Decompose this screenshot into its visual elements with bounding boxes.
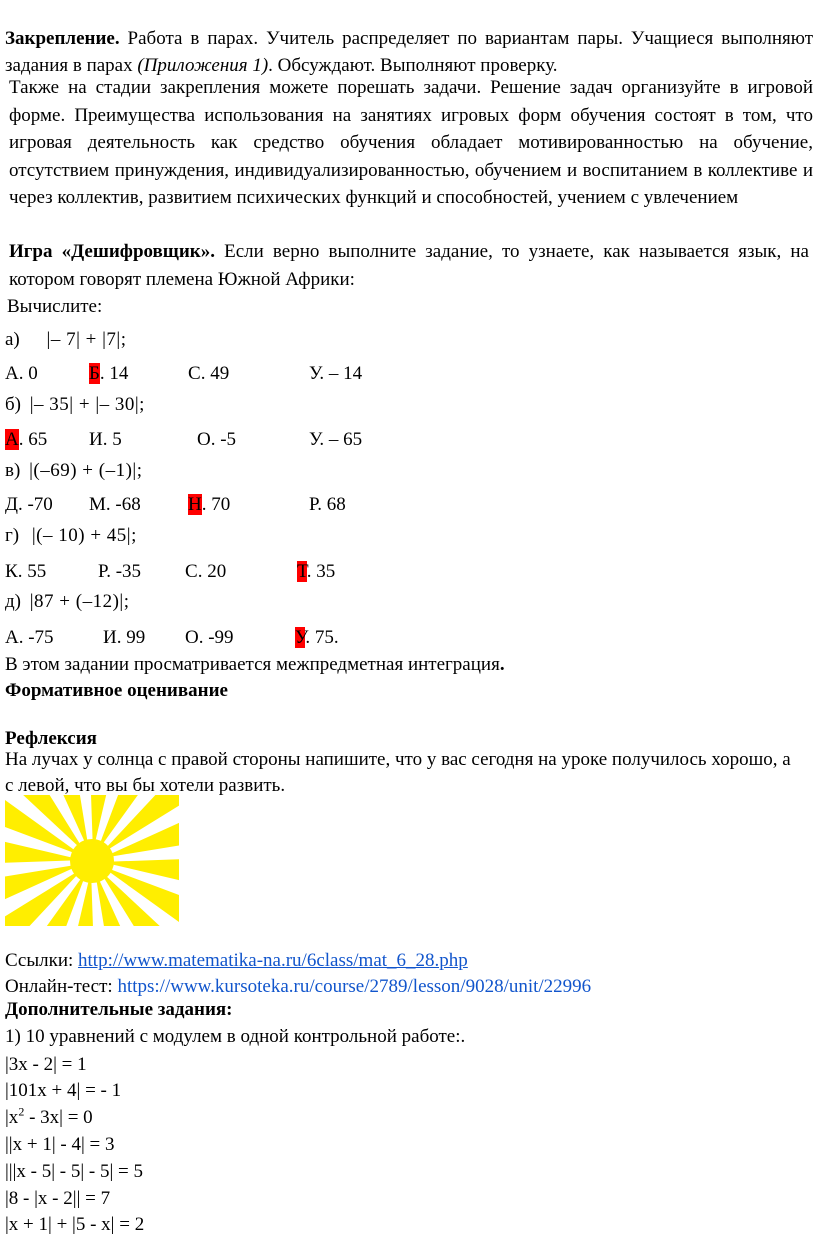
reflection-heading: Рефлексия xyxy=(5,728,97,749)
equation-6: |8 - |x - 2|| = 7 xyxy=(5,1188,111,1209)
answer-option: У. – 65 xyxy=(309,429,363,450)
sun-core xyxy=(70,839,114,883)
consolidation-heading: Закрепление. xyxy=(5,28,120,49)
task-b-label: б) xyxy=(5,394,21,415)
task-a-label: а) xyxy=(5,329,20,350)
consolidation-text: Работа в парах. Учитель распределяет по вариантам пары. Учащиеся выполняют задания в парах xyxy=(5,28,813,76)
equation-4: ||x + 1| - 4| = 3 xyxy=(5,1134,115,1155)
game-forms-paragraph: Также на стадии закрепления можете порешать задачи. Решение задач организуйте в игровой форме. Преимущества использования на занятиях игровых форм обучения состоят в том, что игровая деятельность как средство обучения обладает мотивированностью на обучение, отсутствием принуждения, индивидуализированностью, обучением и воспитанием в коллективе и через коллектив, развитием психических функций и способностей, учением с увлечением xyxy=(9,77,813,208)
game-paragraph xyxy=(9,238,809,294)
formative-assessment-heading: Формативное оценивание xyxy=(5,680,228,701)
equation-5: |||x - 5| - 5| - 5| = 5 xyxy=(5,1161,144,1182)
task-v-row xyxy=(5,458,142,484)
task-v-label: в) xyxy=(5,460,21,481)
answer-option: К. 55 xyxy=(5,561,47,582)
answer-option: У. – 14 xyxy=(309,363,363,384)
answer-option-highlighted: А. 65 xyxy=(5,429,48,450)
game-heading: Игра «Дешифровщик». xyxy=(9,241,215,262)
task-b-expression: |– 35| + |– 30|; xyxy=(29,394,145,415)
task-g-label: г) xyxy=(5,525,20,546)
answer-option: Р. -35 xyxy=(98,561,142,582)
answer-option: А. -75 xyxy=(5,627,54,648)
answer-option-highlighted: Б. 14 xyxy=(89,363,129,384)
consolidation-paragraph xyxy=(5,25,813,79)
task-a-expression: |– 7| + |7|; xyxy=(46,329,127,350)
task-d-label: д) xyxy=(5,591,21,612)
answer-option: И. 99 xyxy=(103,627,146,648)
answer-option-highlighted: У. 75. xyxy=(295,627,339,648)
task-v-expression: |(–69) + (–1)|; xyxy=(29,460,143,481)
kursoteka-link[interactable]: https://www.kursoteka.ru/course/2789/lesson/9028/unit/22996 xyxy=(117,976,592,997)
answer-option: И. 5 xyxy=(89,429,122,450)
task-d-expression: |87 + (–12)|; xyxy=(29,591,130,612)
equation-2: |101x + 4| = - 1 xyxy=(5,1080,122,1101)
compute-label: Вычислите: xyxy=(7,296,103,317)
equation-1: |3x - 2| = 1 xyxy=(5,1054,87,1075)
answer-option: О. -99 xyxy=(185,627,234,648)
answer-option: С. 20 xyxy=(185,561,227,582)
answer-option-highlighted: Т. 35 xyxy=(297,561,336,582)
links-row xyxy=(5,948,468,974)
answer-option: А. 0 xyxy=(5,363,38,384)
reflection-text: На лучах у солнца с правой стороны напишите, что у вас сегодня на уроке получилось хорошо, а с левой, что вы бы хотели развить. xyxy=(5,749,791,796)
extra-tasks-heading: Дополнительные задания: xyxy=(5,999,233,1020)
equation-3: $|x^2 - 3x| = 0$ xyxy=(5,1104,93,1128)
sun-image xyxy=(5,795,179,926)
answer-option: М. -68 xyxy=(89,494,141,515)
extra-task-1: 1) 10 уравнений с модулем в одной контрольной работе:. xyxy=(5,1026,466,1047)
integration-note: В этом задании просматривается межпредметная интеграция. xyxy=(5,654,505,675)
appendix-reference: (Приложения 1) xyxy=(137,55,269,76)
answer-option: О. -5 xyxy=(197,429,237,450)
task-a-row xyxy=(5,327,126,353)
equation-7: |x + 1| + |5 - x| = 2 xyxy=(5,1214,145,1235)
game-text: Если верно выполните задание, то узнаете, как называется язык, на котором говорят племена Южной Африки: xyxy=(9,241,809,290)
task-g-expression: |(– 10) + 45|; xyxy=(31,525,137,546)
consolidation-text-end: . Обсуждают. Выполняют проверку. xyxy=(268,55,558,76)
links-label: Ссылки: xyxy=(5,950,79,971)
sun-rays xyxy=(5,795,179,926)
answer-option: Р. 68 xyxy=(309,494,346,515)
task-d-row xyxy=(5,589,130,615)
answer-option-highlighted: Н. 70 xyxy=(188,494,231,515)
task-b-row xyxy=(5,392,145,418)
matematika-link[interactable]: http://www.matematika-na.ru/6class/mat_6_28.php xyxy=(78,950,468,971)
answer-option: С. 49 xyxy=(188,363,230,384)
answer-option: Д. -70 xyxy=(5,494,53,515)
task-g-row xyxy=(5,523,137,549)
online-test-label: Онлайн-тест: xyxy=(5,976,118,997)
